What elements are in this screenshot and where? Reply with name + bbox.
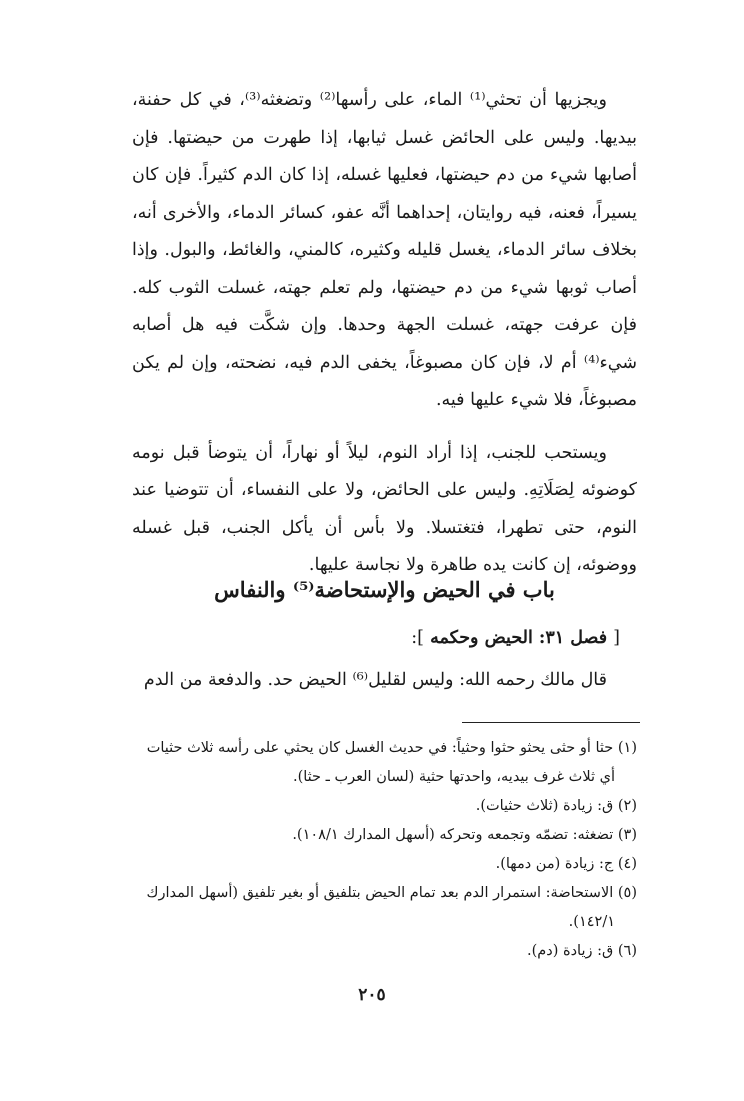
- section-heading-open-bracket: [: [613, 628, 620, 648]
- closing-paragraph: قال مالك رحمه الله: وليس لقليل⁽⁶⁾ الحيض حد. والدفعة من الدم: [143, 670, 607, 690]
- footnote-marker: (٢): [617, 798, 637, 814]
- chapter-title: باب في الحيض والإستحاضة⁽⁵⁾ والنفاس: [214, 577, 555, 602]
- footnotes-block: [132, 734, 637, 966]
- footnote-item: [132, 879, 637, 937]
- footnote-marker: (٦): [617, 943, 637, 959]
- footnote-marker: (١): [617, 740, 637, 756]
- footnote-text: ق: زيادة (دم).: [527, 943, 614, 959]
- section-heading-close-bracket: ]:: [411, 628, 424, 648]
- footnote-marker: (٤): [617, 856, 637, 872]
- footnote-item: [132, 850, 637, 879]
- footnote-item: [132, 792, 637, 821]
- footnote-text: ق: زيادة (ثلاث حثيات).: [475, 798, 614, 814]
- footnote-continuation: ١٤٢/١).: [568, 914, 615, 930]
- footnote-continuation: أي ثلاث غرف بيديه، واحدتها حثية (لسان العرب ـ حثا).: [293, 769, 615, 785]
- footnote-text: حثا أو حثى يحثو حثوا وحثياً: في حديث الغسل كان يحثي على رأسه ثلاث حثيات: [146, 740, 614, 756]
- paragraph-junub-sleep: ويستحب للجنب، إذا أراد النوم، ليلاً أو نهاراً، أن يتوضأ قبل نومه كوضوئه لِصَلَاتِهِ. وليس على الحائض، ولا على النفساء، أن تتوضيا عند النوم، حتى تطهرا، فتغتسلا. ولا بأس أن يأكل الجنب، قبل غسله ووضوئه، إن كانت يده طاهرة ولا نجاسة عليها.: [132, 442, 637, 575]
- footnote-text: ج: زيادة (من دمها).: [495, 856, 614, 872]
- section-heading-label: فصل ٣١: الحيض وحكمه: [430, 628, 608, 648]
- footnote-divider: [462, 722, 640, 723]
- footnote-marker: (٥): [617, 885, 637, 901]
- footnote-item: [132, 734, 637, 792]
- footnote-marker: (٣): [617, 827, 637, 843]
- page-number: ٢٠٥: [358, 985, 386, 1005]
- footnote-item: [132, 821, 637, 850]
- section-heading: [140, 622, 620, 654]
- footnote-item: [132, 937, 637, 966]
- footnote-text: الاستحاضة: استمرار الدم بعد تمام الحيض بتلفيق أو بغير تلفيق (أسهل المدارك: [146, 885, 614, 901]
- footnote-text: تضغثه: تضمّه وتجمعه وتحركه (أسهل المدارك ١٠٨/١).: [292, 827, 614, 843]
- main-body-text: [132, 82, 637, 585]
- paragraph-menstruation-washing: ويجزيها أن تحثي⁽¹⁾ الماء، على رأسها⁽²⁾ وتضغثه⁽³⁾، في كل حفنة، بيديها. وليس على الحائض غسل ثيابها، إذا طهرت من حيضتها. فإن أصابها شيء من دم حيضتها، فعليها غسله، إذا كان الدم كثيراً. فإن كان يسيراً، فعنه، فيه روايتان، إحداهما أنَّه عفو، كسائر الدماء، والأخرى أنه، بخلاف سائر الدماء، يغسل قليله وكثيره، كالمني، والغائط، والبول. وإذا أصاب ثوبها شيء من دم حيضتها، ولم تعلم جهته، غسلت الثوب كله. فإن عرفت جهته، غسلت الجهة وحدها. وإن شكَّت فيه هل أصابه شيء⁽⁴⁾ أم لا، فإن كان مصبوغاً، يخفى الدم فيه، نضحته، وإن لم يكن مصبوغاً، فلا شيء عليها فيه.: [132, 90, 637, 410]
